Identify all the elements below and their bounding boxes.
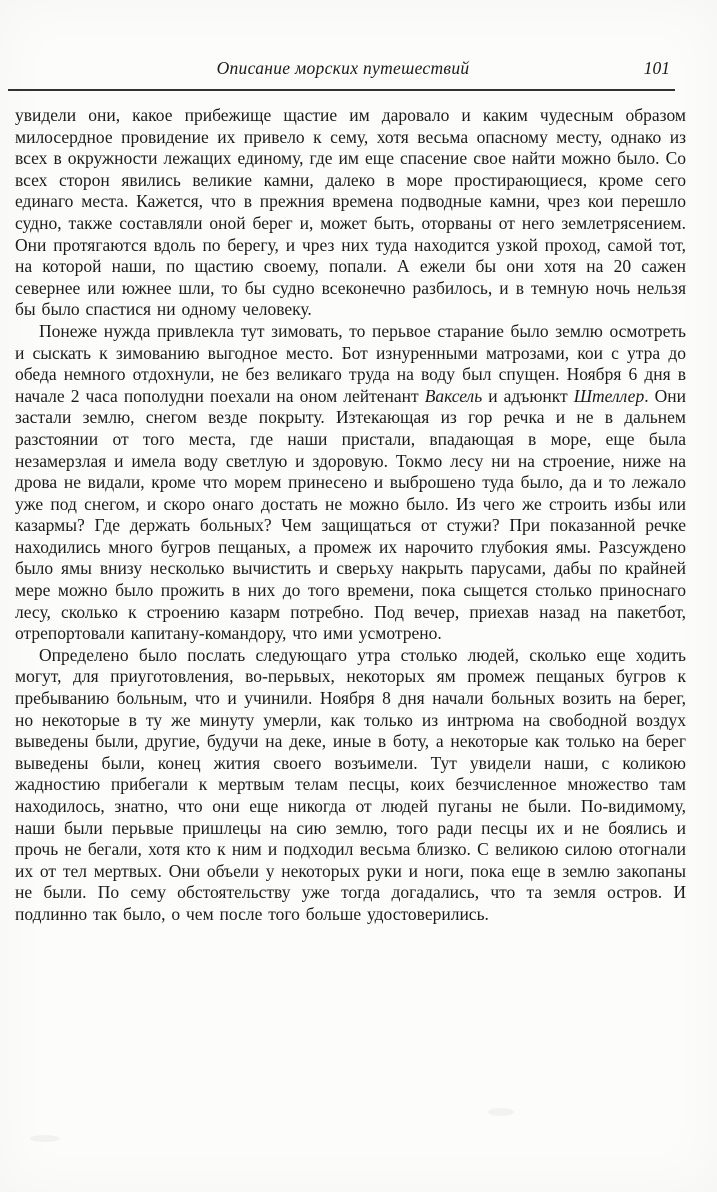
paragraph — [15, 645, 686, 926]
text-run: и адъюнкт — [482, 385, 574, 406]
running-header — [0, 0, 717, 89]
paragraph — [15, 321, 686, 645]
scan-smudge — [30, 1135, 60, 1142]
text-run: увидели они, какое прибежище щастие им даровало и каким чудесным образом милосердное провидение их привело к сему, хотя весьма опасному месту, однако из всех в окружности лежащих единому, где им еще спасение свое найти можно было. Со всех сторон явились великие камни, далеко в море простирающиеся, кроме сего единаго места. Кажется, что в прежния времена подводные камни, чрез кои перешло судно, также составляли оной берег и, может быть, оторваны от него землетрясением. Они протягаются вдоль по берегу, и чрез них туда находится узкой проход, самой тот, на которой наши, по щастию своему, попали. А ежели бы они хотя на 20 сажен севернее или южнее шли, то бы судно всеконечно разбилось, и в темную ночь нельзя бы было спастися ни одному человеку. — [15, 105, 686, 320]
page-number: 101 — [643, 58, 670, 78]
person-name-italic: Ваксель — [424, 385, 483, 406]
running-title: Описание морских путешествий — [216, 58, 470, 78]
text-run: Определено было послать следующаго утра столько людей, сколько еще ходить могут, для приуготовления, во-перьвых, некоторых ям промеж пещаных бугров к пребыванию больным, что и учинили. Ноября 8 дня начали больных возить на берег, но некоторые в ту же минуту умерли, как только из интрюма на свободной воздух выведены были, другие, будучи на деке, иные в боту, а некоторые как только на берег выведены были, конец жития своего возъимели. Тут увидели наши, с коликою жадностию прибегали к мертвым телам песцы, коих безчисленное множество там находилось, знатно, что они еще никогда от людей пуганы не были. По-видимому, наши были перьвые пришлецы на сию землю, того ради песцы их и не боялись и прочь не бегали, хотя кто к ним и подходил весьма близко. С великою силою отогнали их от тел мертвых. Они объели у некоторых руки и ноги, пока еще в землю закопаны не были. По сему обстоятельству уже тогда догадались, что та земля остров. И подлинно так было, о чем после того больше удостоверились. — [15, 644, 686, 924]
person-name-italic: Штеллер — [573, 385, 645, 406]
header-rule — [8, 89, 675, 91]
page-text — [15, 105, 686, 926]
scan-smudge — [488, 1108, 514, 1116]
text-run: Понеже нужда привлекла тут зимовать, то перьвое старание было землю осмотреть и сыскать к зимованию выгодное место. Бот изнуренными матрозами, кои с утра до обеда немного отдохнули, не без великаго труда на воду был спущен. Ноября 6 дня в начале 2 часа пополудни поехали на оном лейтенант — [15, 320, 686, 406]
text-run: . Они застали землю, снегом везде покрыту. Изтекающая из гор речка и не в дальнем разстоянии от того места, где наши пристали, впадающая в море, еще была незамерзлая и имела воду светлую и здоровую. Токмо лесу ни на строение, ниже на дрова не видали, кроме что морем принесено и выброшено туда было, да и то лежало уже под снегом, и скоро онаго достать не можно было. Из чего же строить избы или казармы? Где держать больных? Чем защищаться от стужи? При показанной речке находились много бугров пещаных, а промеж их нарочито глубокия ямы. Разсуждено было ямы внизу несколько вычистить и сверьху накрыть парусами, дабы по крайней мере можно было прожить в них до того времени, пока сыщется столько приноснаго лесу, сколько к строению казарм потребно. Под вечер, приехав назад на пакетбот, отрепортовали капитану-командору, что ими усмотрено. — [15, 385, 686, 644]
paragraph — [15, 105, 686, 321]
